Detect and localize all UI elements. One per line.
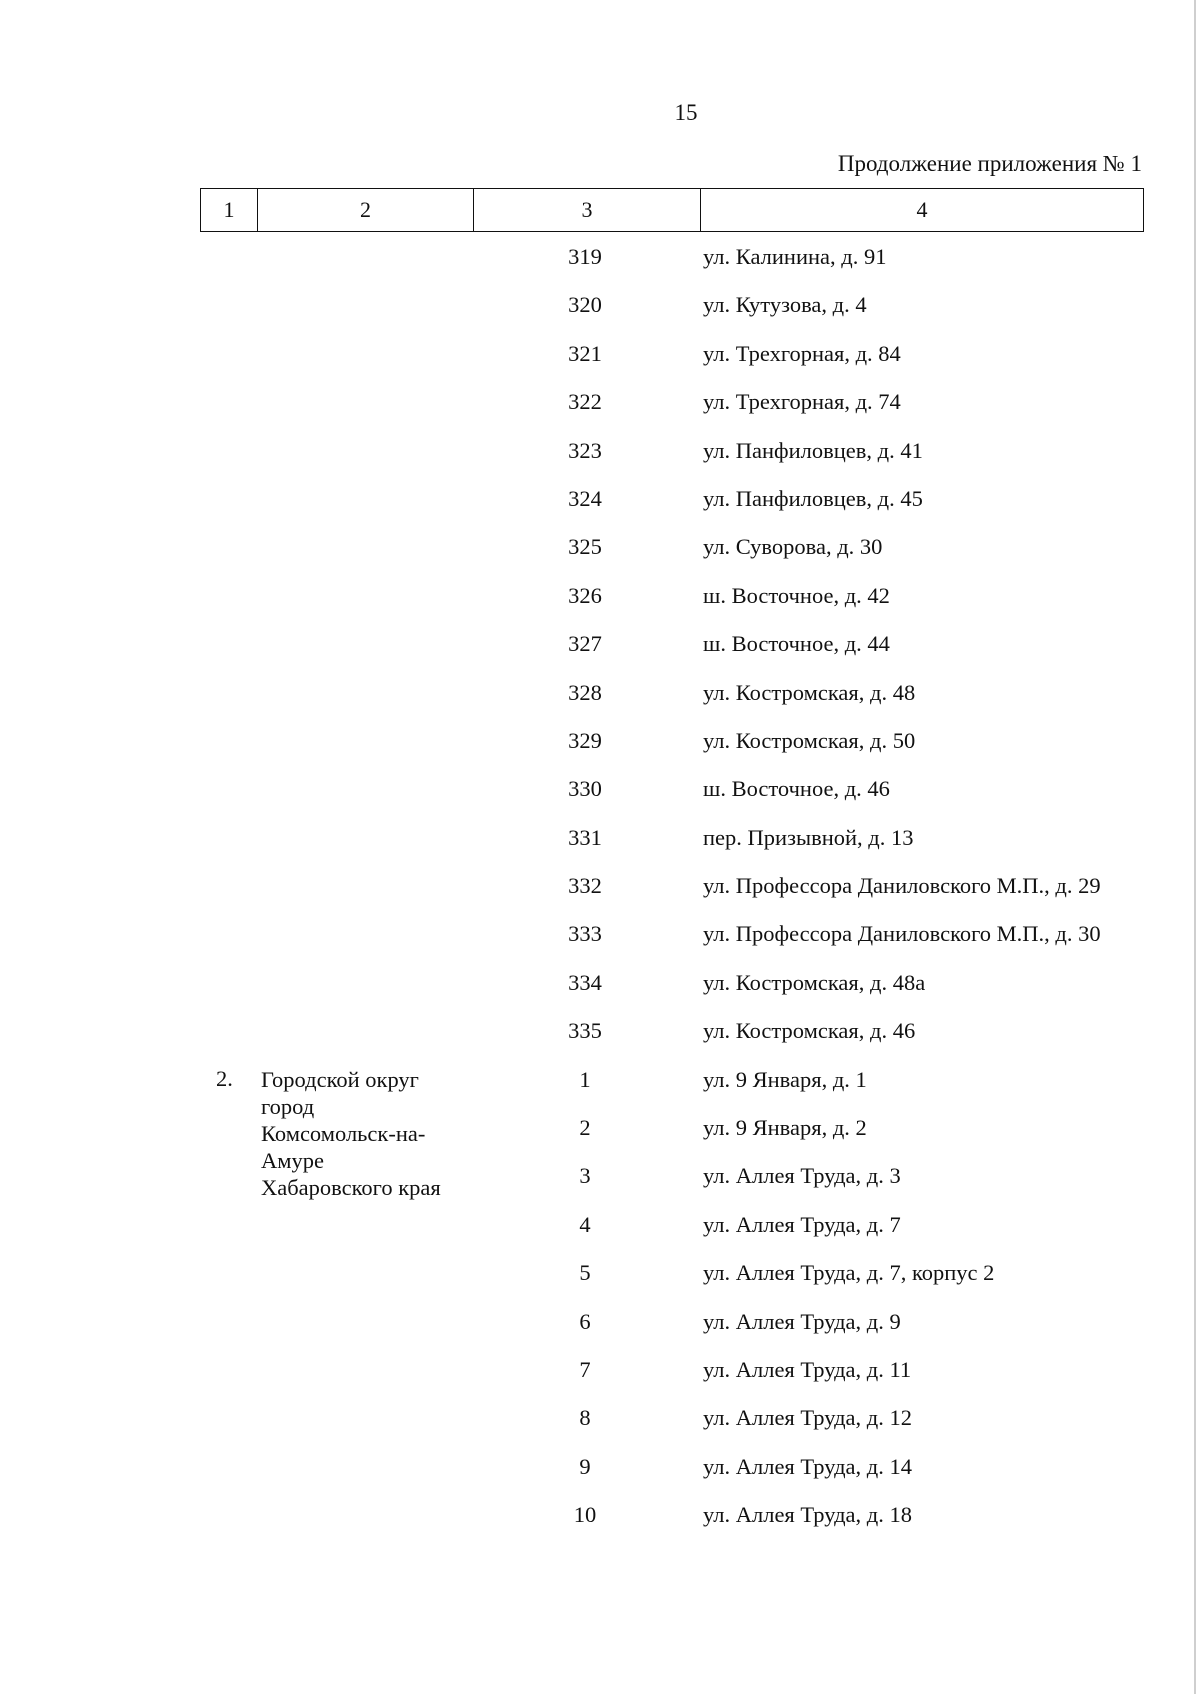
appendix-caption: Продолжение приложения № 1 — [837, 151, 1142, 176]
row-address: ул. Профессора Даниловского М.П., д. 30 — [703, 921, 1101, 947]
table-row — [0, 1153, 1200, 1201]
table-row — [0, 670, 1200, 718]
district-number: 2. — [216, 1066, 233, 1091]
row-address: ул. Аллея Труда, д. 11 — [703, 1356, 912, 1382]
district-name-line: город — [261, 1094, 315, 1119]
row-address: ул. 9 Января, д. 1 — [703, 1066, 867, 1092]
row-number: 327 — [568, 631, 602, 657]
row-number: 332 — [568, 873, 602, 899]
table-row — [0, 573, 1200, 621]
row-address: ул. Панфиловцев, д. 41 — [703, 437, 923, 463]
table-row — [0, 960, 1200, 1008]
row-address: ул. 9 Января, д. 2 — [703, 1115, 867, 1141]
table-row — [0, 524, 1200, 572]
row-address: ш. Восточное, д. 46 — [703, 776, 890, 802]
row-number: 9 — [579, 1453, 591, 1479]
row-number: 10 — [573, 1502, 597, 1528]
row-address: ул. Костромская, д. 46 — [703, 1018, 916, 1044]
table-row — [0, 1299, 1200, 1347]
row-number: 1 — [579, 1066, 591, 1092]
table-row — [0, 1057, 1200, 1105]
row-address: ул. Кутузова, д. 4 — [703, 292, 867, 318]
table-row — [0, 1202, 1200, 1250]
table-header — [200, 188, 1144, 232]
row-number: 4 — [579, 1211, 591, 1237]
table-row — [0, 1492, 1200, 1540]
row-address: ул. Суворова, д. 30 — [703, 534, 883, 560]
row-number: 325 — [568, 534, 602, 560]
row-address: ул. Трехгорная, д. 84 — [703, 340, 901, 366]
table-row — [0, 1008, 1200, 1056]
row-address: ул. Костромская, д. 48 — [703, 679, 916, 705]
table-row — [0, 911, 1200, 959]
table-row — [0, 1347, 1200, 1395]
table-row — [0, 1250, 1200, 1298]
header-col-1: 1 — [201, 189, 258, 231]
table-row — [0, 863, 1200, 911]
row-address: ул. Аллея Труда, д. 12 — [703, 1405, 912, 1431]
row-number: 2 — [579, 1115, 591, 1141]
row-address: ул. Калинина, д. 91 — [703, 244, 887, 269]
row-address: ул. Костромская, д. 50 — [703, 727, 916, 753]
row-number: 7 — [579, 1356, 591, 1382]
table-row — [0, 1395, 1200, 1443]
row-address: ул. Аллея Труда, д. 9 — [703, 1308, 901, 1334]
table-row — [0, 282, 1200, 330]
table-row — [0, 1444, 1200, 1492]
row-number: 326 — [568, 582, 602, 608]
row-address: ул. Костромская, д. 48а — [703, 969, 926, 995]
row-number: 329 — [568, 727, 602, 753]
scan-edge-line — [1194, 0, 1196, 1694]
district-name-line: Комсомольск-на- — [261, 1121, 426, 1146]
district-name-line: Амуре — [261, 1148, 324, 1173]
header-col-4: 4 — [916, 197, 928, 222]
table-row — [0, 718, 1200, 766]
row-address: ул. Аллея Труда, д. 14 — [703, 1453, 912, 1479]
table-row — [0, 379, 1200, 427]
row-address: ул. Профессора Даниловского М.П., д. 29 — [703, 873, 1101, 899]
row-number: 6 — [579, 1308, 591, 1334]
row-address: ул. Аллея Труда, д. 7, корпус 2 — [703, 1260, 995, 1286]
table-row — [0, 234, 1200, 282]
row-number: 319 — [568, 244, 602, 269]
table-row — [0, 331, 1200, 379]
table-row — [0, 621, 1200, 669]
row-number: 331 — [568, 824, 602, 850]
row-address: ул. Трехгорная, д. 74 — [703, 389, 901, 415]
table-body — [0, 234, 1200, 1541]
row-number: 333 — [568, 921, 602, 947]
district-name-line: Городской округ — [261, 1067, 419, 1092]
row-address: ул. Аллея Труда, д. 3 — [703, 1163, 901, 1189]
row-number: 5 — [579, 1260, 591, 1286]
table-row — [0, 815, 1200, 863]
row-number: 334 — [568, 969, 602, 995]
district-name-line: Хабаровского края — [261, 1175, 441, 1200]
row-number: 335 — [568, 1018, 602, 1044]
table-row — [0, 476, 1200, 524]
row-number: 330 — [568, 776, 602, 802]
table-row — [0, 766, 1200, 814]
row-number: 8 — [579, 1405, 591, 1431]
page-number: 15 — [674, 100, 698, 125]
row-number: 324 — [568, 485, 602, 511]
header-col-2: 2 — [258, 189, 474, 231]
table-row — [0, 428, 1200, 476]
table-row — [0, 1105, 1200, 1153]
row-address: пер. Призывной, д. 13 — [703, 824, 914, 850]
row-number: 328 — [568, 679, 602, 705]
district-name — [261, 1066, 481, 1201]
row-number: 320 — [568, 292, 602, 318]
header-col-3: 3 — [474, 189, 701, 231]
row-number: 3 — [579, 1163, 591, 1189]
row-number: 321 — [568, 340, 602, 366]
row-address: ул. Аллея Труда, д. 7 — [703, 1211, 901, 1237]
row-address: ш. Восточное, д. 42 — [703, 582, 890, 608]
row-address: ул. Панфиловцев, д. 45 — [703, 485, 923, 511]
row-address: ш. Восточное, д. 44 — [703, 631, 890, 657]
row-number: 322 — [568, 389, 602, 415]
row-number: 323 — [568, 437, 602, 463]
row-address: ул. Аллея Труда, д. 18 — [703, 1502, 912, 1528]
